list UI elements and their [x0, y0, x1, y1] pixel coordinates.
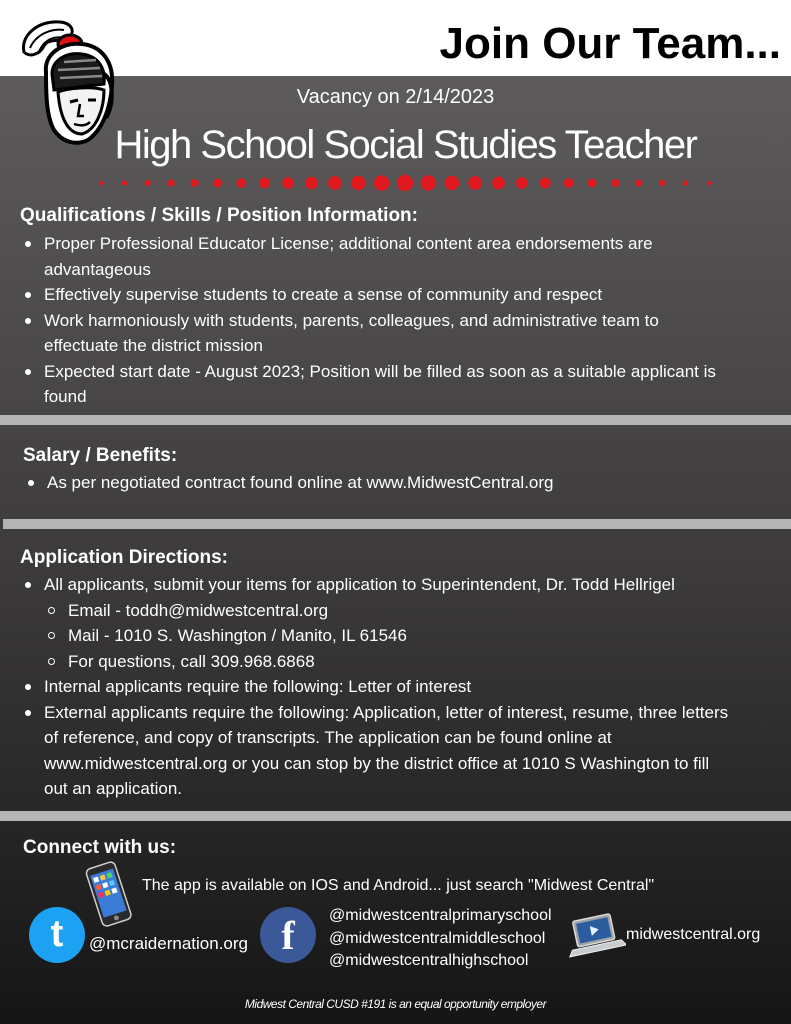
application-intro: All applicants, submit your items for application to Superintendent, Dr. Todd Hellrigel	[44, 575, 675, 594]
red-dot	[421, 175, 436, 190]
facebook-handles	[329, 905, 552, 973]
equal-opportunity-note: Midwest Central CUSD #191 is an equal opportunity employer	[244, 997, 547, 1011]
dot-divider	[0, 174, 791, 192]
red-dot	[236, 178, 246, 188]
list-item: Work harmoniously with students, parents, colleagues, and administrative team to effectuate the district mission	[19, 308, 729, 359]
list-item: Mail - 1010 S. Washington / Manito, IL 61546	[44, 623, 729, 649]
facebook-icon[interactable]: f	[260, 907, 316, 963]
red-dot	[397, 175, 413, 191]
application-list	[19, 572, 729, 802]
red-dot	[328, 176, 342, 190]
list-item: For questions, call 309.968.6868	[44, 649, 729, 675]
facebook-handle[interactable]: @midwestcentralmiddleschool	[329, 929, 546, 947]
list-item: Email - toddh@midwestcentral.org	[44, 598, 729, 624]
salary-list	[22, 470, 722, 496]
red-dot	[683, 180, 688, 185]
smartphone-icon	[82, 860, 136, 930]
list-item: Effectively supervise students to create a sense of community and respect	[19, 282, 729, 308]
red-dot	[305, 177, 318, 190]
laptop-icon	[566, 911, 626, 961]
application-heading: Application Directions:	[20, 547, 228, 568]
red-dot	[145, 180, 151, 186]
list-item: Internal applicants require the following: Letter of interest	[19, 674, 729, 700]
list-item: Proper Professional Educator License; additional content area endorsements are advantageous	[19, 231, 729, 282]
qualifications-list	[19, 231, 729, 410]
red-dot	[213, 178, 222, 187]
red-dot	[122, 180, 127, 185]
red-dot	[564, 178, 574, 188]
red-dot	[588, 178, 597, 187]
app-availability-text: The app is available on IOS and Android... just search "Midwest Central"	[142, 877, 655, 894]
red-dot	[374, 175, 389, 190]
list-item: As per negotiated contract found online at www.MidwestCentral.org	[22, 470, 722, 496]
red-dot	[351, 176, 366, 191]
website-link[interactable]: midwestcentral.org	[626, 926, 761, 943]
red-dot	[259, 178, 270, 189]
red-dot	[516, 177, 528, 189]
red-dot	[540, 178, 551, 189]
facebook-handle[interactable]: @midwestcentralprimaryschool	[329, 907, 552, 924]
red-dot	[444, 176, 459, 191]
connect-heading: Connect with us:	[23, 837, 177, 858]
section-divider	[0, 415, 791, 425]
contact-sublist	[44, 598, 729, 675]
vacancy-date: Vacancy on 2/14/2023	[296, 86, 495, 108]
red-dot	[659, 180, 665, 186]
facebook-handle[interactable]: @midwestcentralhighschool	[329, 952, 529, 969]
red-dot	[611, 179, 619, 187]
page-title: Join Our Team...	[439, 19, 781, 68]
salary-heading: Salary / Benefits:	[23, 445, 178, 466]
red-dot	[707, 181, 711, 185]
list-item: Expected start date - August 2023; Position will be filled as soon as a suitable applicant is found	[19, 359, 729, 410]
red-dot	[635, 179, 642, 186]
red-dot	[282, 177, 294, 189]
twitter-icon[interactable]: t	[29, 907, 85, 963]
list-item: External applicants require the following: Application, letter of interest, resume, three letters of reference, and copy of transcripts. The application can be found online at www.midwestcentral.org or you can stop by the district office at 1010 S Washington to fill out an application.	[19, 700, 729, 802]
qualifications-heading: Qualifications / Skills / Position Information:	[20, 205, 418, 226]
section-divider	[3, 519, 791, 529]
red-dot	[99, 181, 103, 185]
list-item	[19, 572, 729, 674]
position-title: High School Social Studies Teacher	[114, 123, 697, 167]
red-dot	[168, 179, 175, 186]
twitter-handle[interactable]: @mcraidernation.org	[89, 934, 248, 953]
red-dot	[190, 179, 198, 187]
red-dot	[468, 176, 482, 190]
section-divider	[0, 811, 791, 821]
red-dot	[492, 177, 505, 190]
